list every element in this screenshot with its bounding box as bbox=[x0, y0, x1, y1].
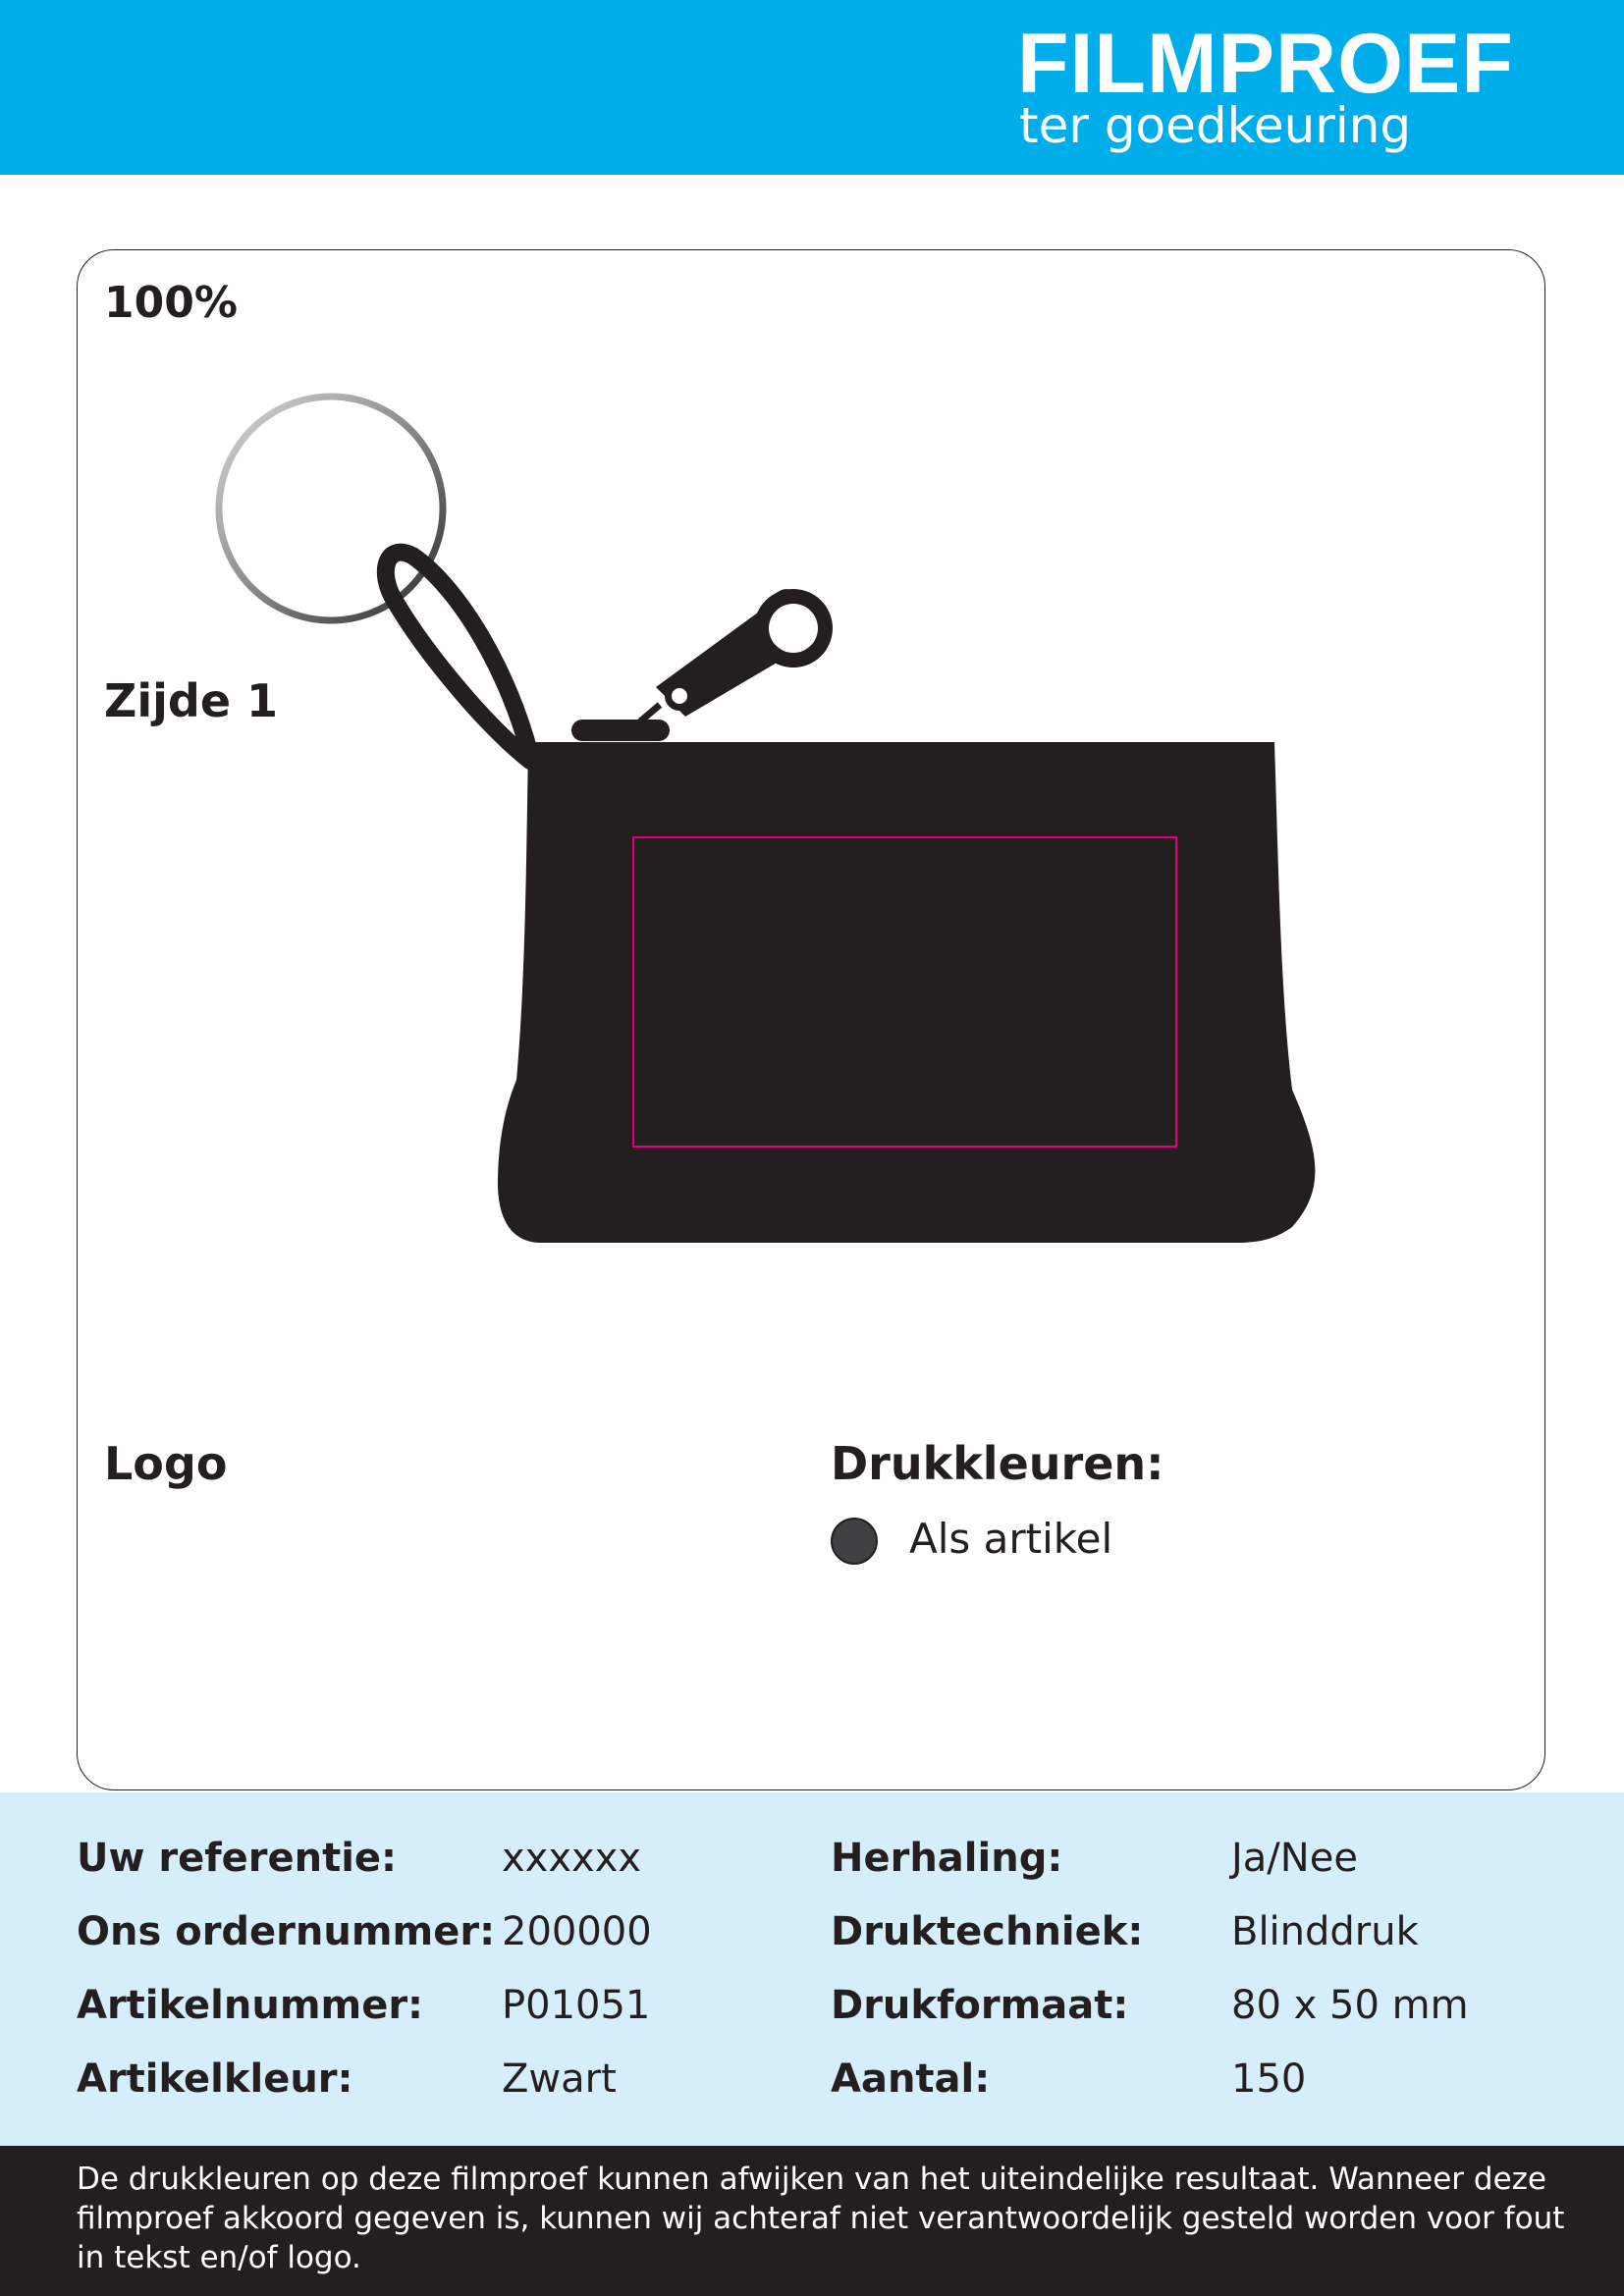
reference-label: Uw referentie: bbox=[77, 1836, 398, 1881]
repeat-label: Herhaling: bbox=[831, 1836, 1063, 1881]
quantity-value: 150 bbox=[1231, 2056, 1307, 2102]
brand-subtitle: ter goedkeuring bbox=[1019, 97, 1412, 154]
print-colors-label: Drukkleuren: bbox=[831, 1437, 1164, 1490]
logo-label: Logo bbox=[104, 1437, 228, 1490]
disclaimer-text: De drukkleuren op deze filmproef kunnen afwijken van het uiteindelijke resultaat. Wanneer deze filmproef akkoord gegeven is, kunnen wij achteraf niet verantwoordelijk gesteld worden voor fout in tekst en/of logo. bbox=[77, 2162, 1565, 2275]
repeat-value: Ja/Nee bbox=[1231, 1836, 1358, 1881]
print-technique-value: Blinddruk bbox=[1231, 1909, 1419, 1954]
article-color-value: Zwart bbox=[502, 2056, 617, 2102]
print-size-value: 80 x 50 mm bbox=[1231, 1983, 1469, 2028]
product-illustration bbox=[196, 373, 1345, 1256]
scale-label: 100% bbox=[104, 278, 238, 328]
wrist-strap bbox=[386, 553, 530, 761]
print-technique-label: Druktechniek: bbox=[831, 1909, 1144, 1954]
article-number-label: Artikelnummer: bbox=[77, 1983, 424, 2028]
pouch-body bbox=[498, 742, 1315, 1243]
footer-bar bbox=[0, 2146, 1624, 2296]
quantity-label: Aantal: bbox=[831, 2056, 991, 2102]
side-label: Zijde 1 bbox=[104, 674, 279, 727]
key-ring bbox=[219, 397, 443, 620]
print-color-name: Als artikel bbox=[909, 1515, 1113, 1563]
order-number-value: 200000 bbox=[502, 1909, 652, 1954]
header-banner bbox=[0, 0, 1624, 175]
brand-title: FILMPROEF bbox=[1017, 17, 1514, 111]
print-color-swatch bbox=[831, 1518, 878, 1565]
order-number-label: Ons ordernummer: bbox=[77, 1909, 496, 1954]
article-number-value: P01051 bbox=[502, 1983, 651, 2028]
order-details bbox=[0, 1792, 1624, 2146]
article-color-label: Artikelkleur: bbox=[77, 2056, 353, 2102]
zipper-pull bbox=[571, 589, 833, 741]
reference-value: xxxxxx bbox=[502, 1836, 642, 1881]
print-size-label: Drukformaat: bbox=[831, 1983, 1129, 2028]
